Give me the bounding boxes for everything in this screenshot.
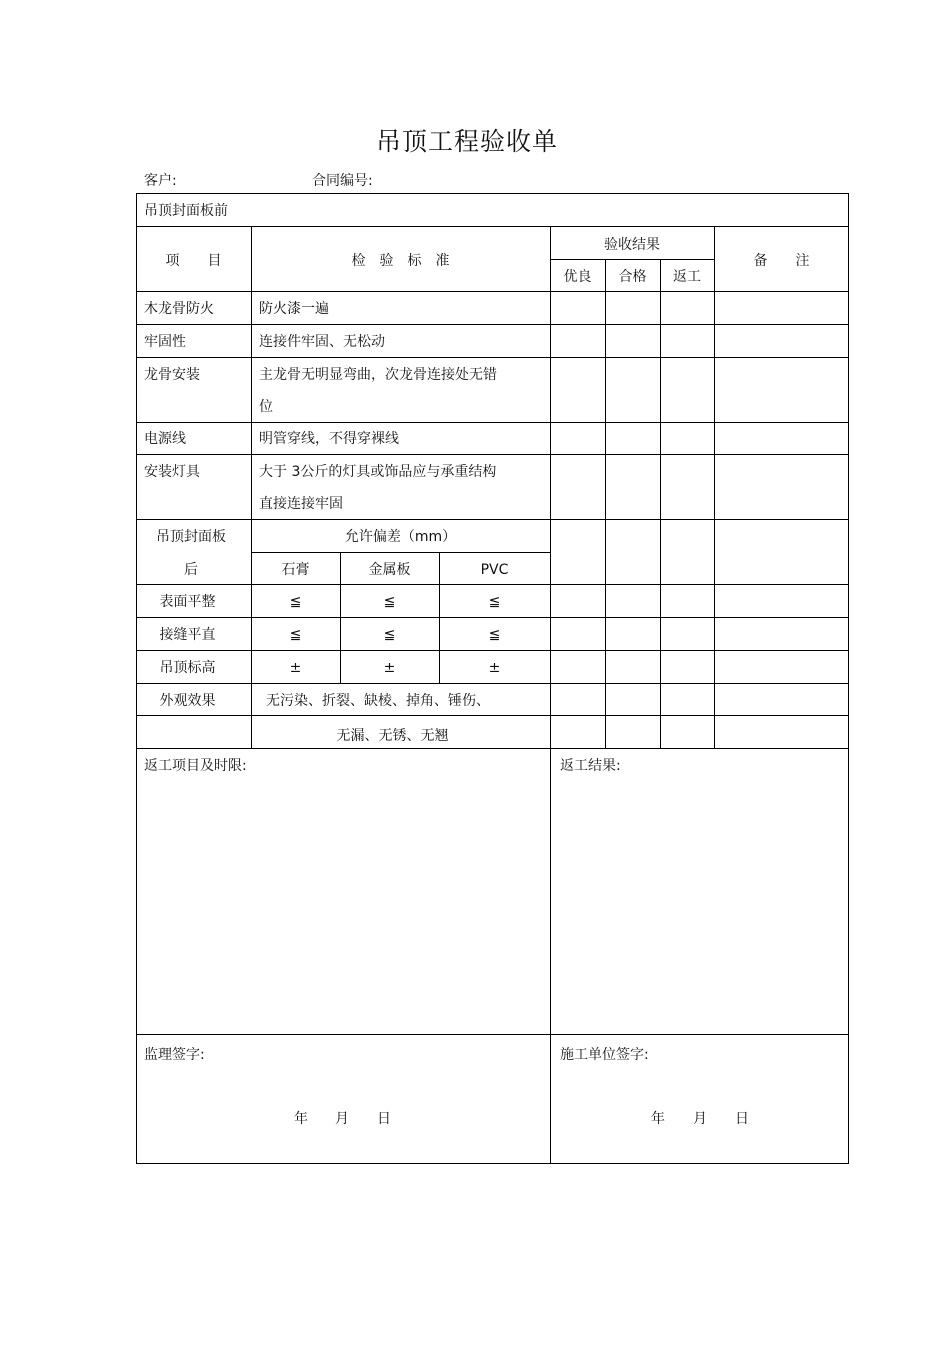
column-excellent-header: 优良 [563, 269, 592, 285]
material-pvc: PVC [480, 562, 509, 578]
rule [251, 552, 550, 553]
column-pass-header: 合格 [618, 269, 647, 285]
rule [136, 226, 849, 227]
rule [136, 324, 849, 325]
rule [714, 226, 715, 748]
rule [136, 683, 849, 684]
tolerance-row-label: 表面平整 [159, 594, 216, 610]
tolerance-mark: ± [488, 660, 501, 676]
section-after-label: 吊顶封面板 [156, 529, 226, 545]
row-item-label: 木龙骨防火 [144, 301, 214, 317]
row-standard-text: 主龙骨无明显弯曲，次龙骨连接处无错 [259, 367, 497, 383]
row-item-label: 安装灯具 [144, 464, 200, 480]
row-standard-text: 明管穿线，不得穿裸线 [259, 431, 399, 447]
row-standard-text: 连接件牢固、无松动 [259, 334, 385, 350]
date-day-label: 日 [735, 1111, 749, 1127]
rework-result-label: 返工结果: [560, 758, 621, 774]
date-month-label: 月 [335, 1111, 349, 1127]
rule [136, 1034, 849, 1035]
tolerance-mark: ≦ [488, 594, 501, 610]
customer-label: 客户: [144, 173, 177, 189]
contract-number-label: 合同编号: [312, 173, 373, 189]
row-item-label: 龙骨安装 [144, 367, 200, 383]
tolerance-mark: ≦ [289, 594, 302, 610]
rule [136, 617, 849, 618]
rule [550, 259, 715, 260]
row-item-label: 电源线 [144, 431, 186, 447]
row-standard-text: 位 [259, 399, 273, 415]
appearance-text: 无污染、折裂、缺棱、掉角、锤伤、 [266, 693, 490, 709]
rule [136, 519, 849, 520]
tolerance-mark: ± [289, 660, 302, 676]
rule [136, 715, 849, 716]
column-rework-header: 返工 [673, 269, 701, 285]
tolerance-row-label: 吊顶标高 [159, 660, 216, 676]
rework-items-label: 返工项目及时限: [144, 758, 247, 774]
column-result-header: 验收结果 [604, 237, 660, 253]
date-month-label: 月 [693, 1111, 707, 1127]
rule [136, 454, 849, 455]
appearance-label: 外观效果 [159, 693, 216, 709]
rule [660, 259, 661, 748]
appearance-text: 无漏、无锈、无翘 [336, 728, 449, 744]
tolerance-mark: ≦ [383, 627, 396, 643]
tolerance-mark: ≦ [383, 594, 396, 610]
supervisor-signature-label: 监理签字: [144, 1047, 205, 1063]
tolerance-mark: ≦ [488, 627, 501, 643]
row-standard-text: 直接连接牢固 [259, 496, 343, 512]
column-remark-header: 备 注 [753, 253, 810, 269]
row-standard-text: 大于 3公斤的灯具或饰品应与承重结构 [259, 464, 497, 480]
date-day-label: 日 [377, 1111, 391, 1127]
tolerance-mark: ± [383, 660, 396, 676]
rule [136, 650, 849, 651]
section-after-label: 后 [184, 562, 198, 578]
table-outer-border [136, 193, 849, 1164]
column-standard-header: 检 验 标 准 [351, 253, 450, 269]
material-gypsum: 石膏 [281, 562, 310, 578]
contractor-signature-label: 施工单位签字: [560, 1047, 649, 1063]
rule [605, 259, 606, 748]
rule [136, 357, 849, 358]
tolerance-heading: 允许偏差（mm） [344, 529, 457, 545]
rule [136, 422, 849, 423]
page-title: 吊顶工程验收单 [375, 127, 558, 156]
date-year-label: 年 [294, 1111, 308, 1127]
rule [136, 748, 849, 749]
material-metal-panel: 金属板 [368, 562, 411, 578]
rule [136, 584, 849, 585]
row-item-label: 牢固性 [144, 334, 186, 350]
date-year-label: 年 [651, 1111, 665, 1127]
rule [550, 226, 551, 1164]
section-before-label: 吊顶封面板前 [144, 203, 228, 219]
tolerance-row-label: 接缝平直 [159, 627, 216, 643]
tolerance-mark: ≦ [289, 627, 302, 643]
column-item-header: 项 目 [165, 253, 222, 269]
rule [136, 291, 849, 292]
row-standard-text: 防火漆一遍 [259, 301, 329, 317]
